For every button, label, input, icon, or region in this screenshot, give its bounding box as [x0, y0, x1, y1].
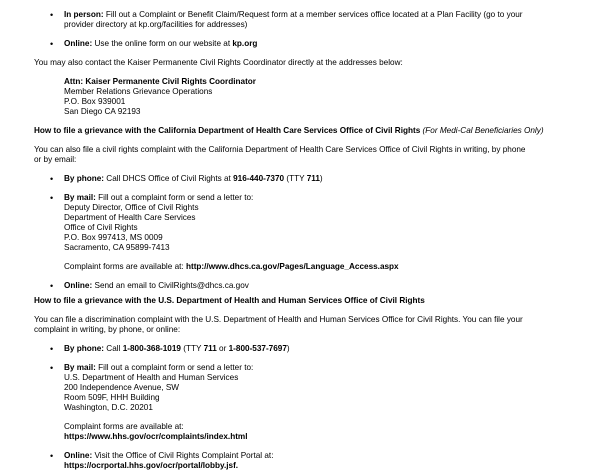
- hhs-heading: How to file a grievance with the U.S. Department of Health and Human Services Office of Civil Rights: [34, 296, 425, 305]
- hhs-or: or: [216, 344, 229, 353]
- online-label: Online:: [64, 39, 93, 48]
- hhs-tty: 711: [203, 344, 217, 353]
- dhcs-phone-label: By phone:: [64, 174, 105, 183]
- inperson-text1: Fill out a Complaint or Benefit Claim/Request form at a member services office located at a Plan Facility (go to your: [103, 10, 523, 19]
- hhs-tty-pre: (TTY: [180, 344, 204, 353]
- kp-address-line3: San Diego CA 92193: [64, 107, 141, 116]
- hhs-mail-line1: U.S. Department of Health and Human Services: [64, 373, 239, 382]
- hhs-mail-line2: 200 Independence Avenue, SW: [64, 383, 180, 392]
- dhcs-mail-label: By mail:: [64, 193, 96, 202]
- dhcs-intro-line2: or by email:: [34, 155, 77, 164]
- hhs-tty-post: ): [286, 344, 290, 353]
- dhcs-mail-line5: Sacramento, CA 95899-7413: [64, 243, 170, 252]
- inperson-label: In person:: [64, 10, 104, 19]
- hhs-phone-text: Call: [104, 344, 123, 353]
- dhcs-mail-text: Fill out a complaint form or send a letter to:: [95, 193, 254, 202]
- dhcs-forms-text: Complaint forms are available at:: [64, 262, 186, 271]
- dhcs-tty-pre: (TTY: [284, 174, 307, 183]
- attn-line: Attn: Kaiser Permanente Civil Rights Coordinator: [64, 77, 256, 86]
- document-page: [34, 10, 574, 471]
- inperson-item: [34, 10, 574, 30]
- kp-address-line2: P.O. Box 939001: [64, 97, 126, 106]
- hhs-online-label: Online:: [64, 451, 93, 460]
- dhcs-mail-line4: P.O. Box 997413, MS 0009: [64, 233, 163, 242]
- hhs-mail-label: By mail:: [64, 363, 96, 372]
- hhs-portal-link[interactable]: https://ocrportal.hhs.gov/ocr/portal/lobby.jsf.: [64, 461, 239, 470]
- dhcs-heading: [34, 126, 574, 136]
- dhcs-tty-post: ): [319, 174, 323, 183]
- online-text: Use the online form on our website at: [92, 39, 233, 48]
- dhcs-phone-text: Call DHCS Office of Civil Rights at: [104, 174, 234, 183]
- contact-intro: You may also contact the Kaiser Permanente Civil Rights Coordinator directly at the addresses below:: [34, 58, 403, 67]
- dhcs-forms: [34, 262, 574, 272]
- kp-address-block: [34, 77, 574, 117]
- dhcs-online-item: [34, 281, 574, 291]
- dhcs-phone-number[interactable]: 916-440-7370: [233, 174, 285, 183]
- dhcs-intro-line1: You can also file a civil rights complaint with the California Department of Health Care Services Office of Civil Rights in writing, by phone: [34, 145, 526, 154]
- hhs-online-text: Visit the Office of Civil Rights Complaint Portal at:: [92, 451, 274, 460]
- dhcs-heading-italic: (For Medi-Cal Beneficiaries Only): [420, 126, 544, 135]
- dhcs-mail-item: [34, 193, 574, 253]
- hhs-intro: [34, 315, 574, 335]
- dhcs-online-text: Send an email to: [92, 281, 159, 290]
- dhcs-phone-item: [34, 174, 574, 184]
- dhcs-email-link[interactable]: CivilRights@dhcs.ca.gov: [158, 281, 249, 290]
- kp-address-line1: Member Relations Grievance Operations: [64, 87, 213, 96]
- hhs-phone-number1[interactable]: 1-800-368-1019: [122, 344, 181, 353]
- dhcs-mail-line3: Office of Civil Rights: [64, 223, 138, 232]
- dhcs-mail-line2: Department of Health Care Services: [64, 213, 196, 222]
- hhs-intro-line2: complaint in writing, by phone, or online:: [34, 325, 181, 334]
- kp-link[interactable]: kp.org: [232, 39, 258, 48]
- facilities-link[interactable]: kp.org/facilities: [138, 20, 193, 29]
- hhs-forms: [34, 422, 574, 442]
- hhs-intro-line1: You can file a discrimination complaint with the U.S. Department of Health and Human Services Office for Civil Rights. You can file your: [34, 315, 523, 324]
- dhcs-online-label: Online:: [64, 281, 93, 290]
- dhcs-tty: 711: [306, 174, 320, 183]
- dhcs-mail-line1: Deputy Director, Office of Civil Rights: [64, 203, 199, 212]
- hhs-online-item: [34, 451, 574, 471]
- hhs-mail-line3: Room 509F, HHH Building: [64, 393, 160, 402]
- hhs-forms-link[interactable]: https://www.hhs.gov/ocr/complaints/index.html: [64, 432, 248, 441]
- hhs-forms-text: Complaint forms are available at:: [64, 422, 184, 431]
- dhcs-intro: [34, 145, 574, 165]
- dhcs-forms-link[interactable]: http://www.dhcs.ca.gov/Pages/Language_Access.aspx: [185, 262, 399, 271]
- inperson-text2b: for addresses): [192, 20, 248, 29]
- hhs-phone-label: By phone:: [64, 344, 105, 353]
- hhs-mail-item: [34, 363, 574, 413]
- hhs-mail-text: Fill out a complaint form or send a letter to:: [95, 363, 254, 372]
- hhs-phone-number2[interactable]: 1-800-537-7697: [228, 344, 287, 353]
- hhs-mail-line4: Washington, D.C. 20201: [64, 403, 153, 412]
- inperson-text2a: provider directory at: [64, 20, 139, 29]
- online-item: [34, 39, 574, 49]
- dhcs-heading-bold: How to file a grievance with the California Department of Health Care Services Office of Civil Rights: [34, 126, 421, 135]
- hhs-phone-item: [34, 344, 574, 354]
